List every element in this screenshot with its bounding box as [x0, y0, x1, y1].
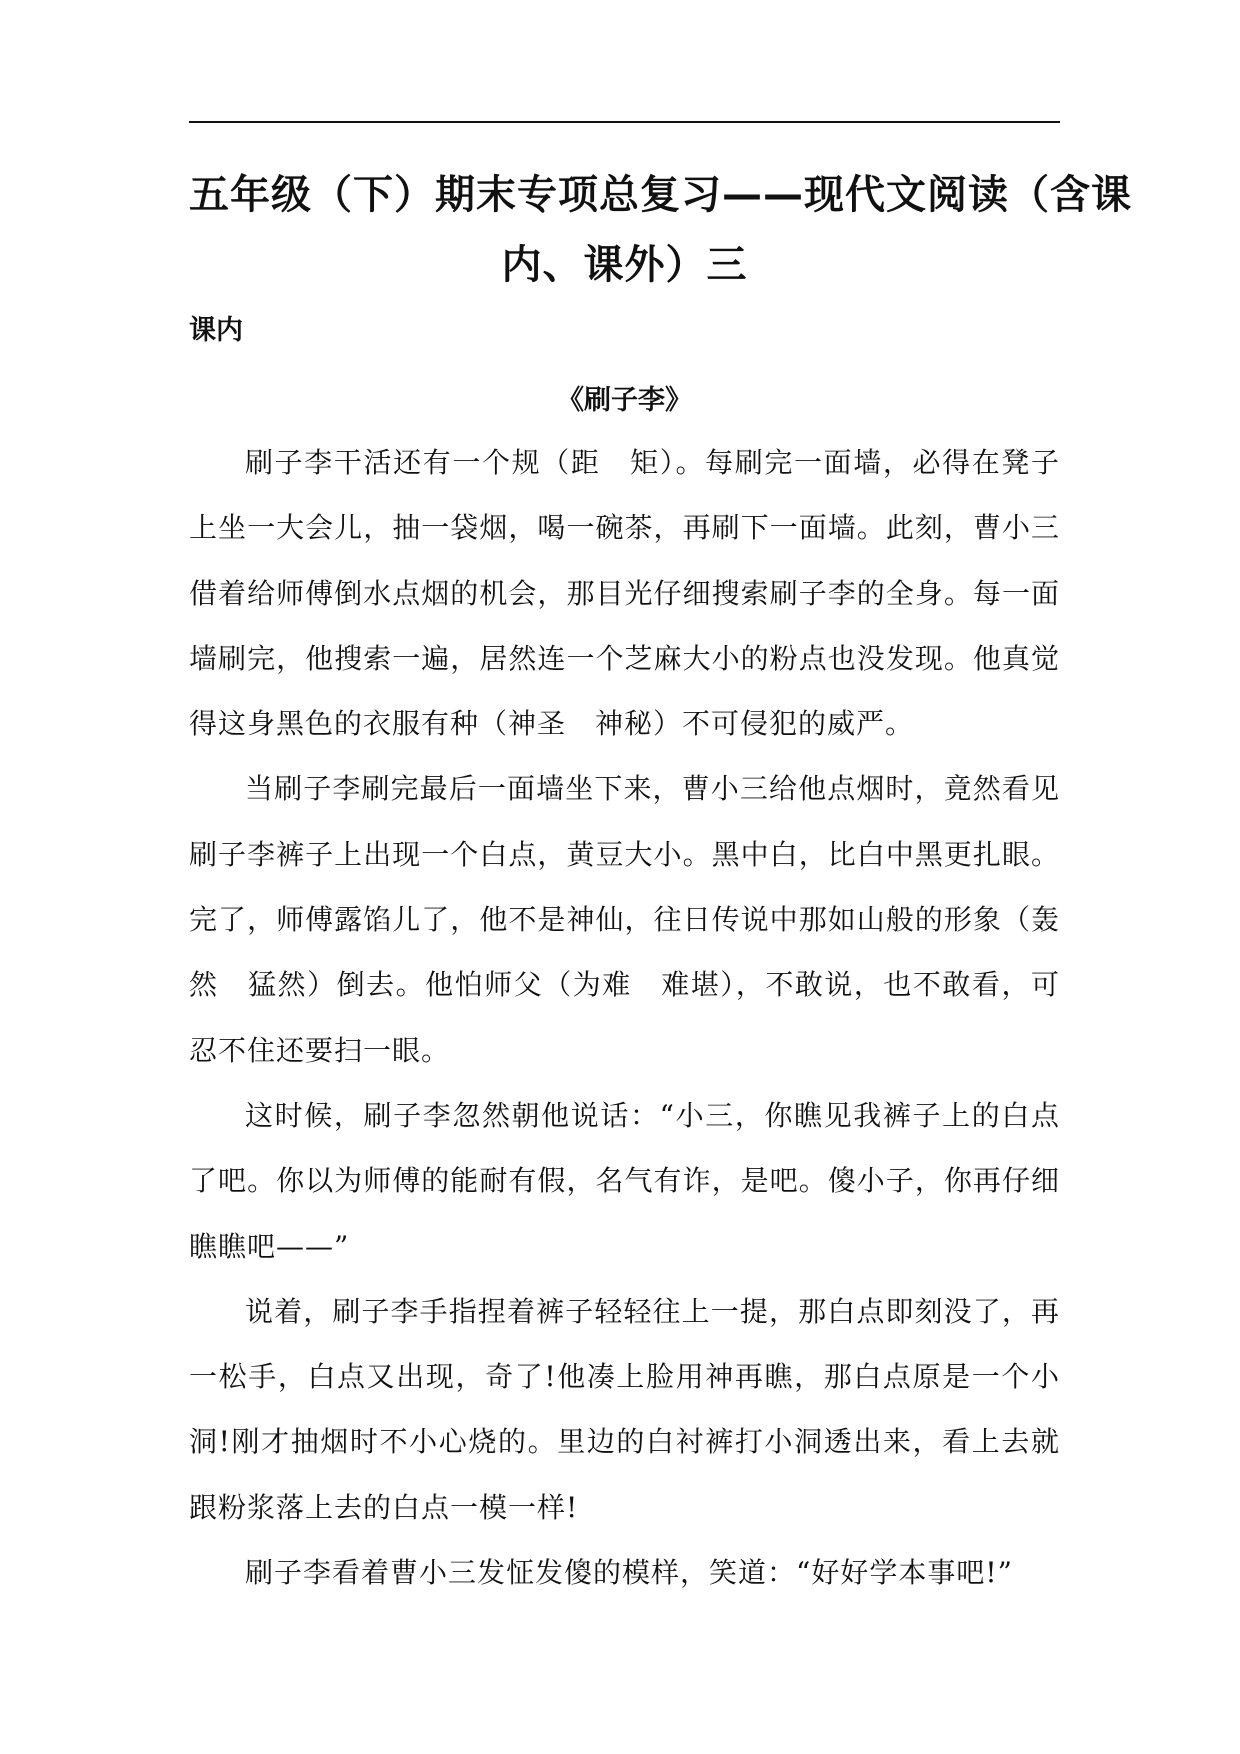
passage-title: 《刷子李》: [557, 385, 692, 416]
document-title-line-2: 内、课外）三: [501, 242, 748, 288]
passage-paragraph: 说着，刷子李手指捏着裤子轻轻往上一提，那白点即刻没了，再一松手，白点又出现，奇了!他凑上脸用神再瞧，那白点原是一个小洞!刚才抽烟时不小心烧的。里边的白衬裤打小洞透出来，看上去就跟粉浆落上去的白点一模一样!: [189, 1294, 1060, 1524]
passage-paragraph: 刷子李干活还有一个规（距 矩）。每刷完一面墙，必得在凳子上坐一大会儿，抽一袋烟，喝一碗茶，再刷下一面墙。此刻，曹小三借着给师傅倒水点烟的机会，那目光仔细搜索刷子李的全身。每一面墙刷完，他搜索一遍，居然连一个芝麻大小的粉点也没发现。他真觉得这身黑色的衣服有种（神圣 神秘）不可侵犯的威严。: [189, 446, 1060, 741]
document-title-line-1: 五年级（下）期末专项总复习——现代文阅读（含课: [189, 172, 1132, 218]
header-rule: [189, 121, 1060, 123]
section-label: 课内: [189, 315, 243, 346]
passage-body: [189, 430, 1060, 1605]
passage-paragraph: 刷子李看着曹小三发怔发傻的模样，笑道：“好好学本事吧!”: [245, 1556, 1013, 1590]
passage-paragraph: 当刷子李刷完最后一面墙坐下来，曹小三给他点烟时，竟然看见刷子李裤子上出现一个白点，黄豆大小。黑中白，比白中黑更扎眼。完了，师傅露馅儿了，他不是神仙，往日传说中那如山般的形象（轰然 猛然）倒去。他怕师父（为难 难堪），不敢说，也不敢看，可忍不住还要扫一眼。: [189, 772, 1060, 1067]
document-title: [189, 160, 1132, 300]
passage-paragraph: 这时候，刷子李忽然朝他说话：“小三，你瞧见我裤子上的白点了吧。你以为师傅的能耐有假，名气有诈，是吧。傻小子，你再仔细瞧瞧吧——”: [189, 1098, 1060, 1263]
